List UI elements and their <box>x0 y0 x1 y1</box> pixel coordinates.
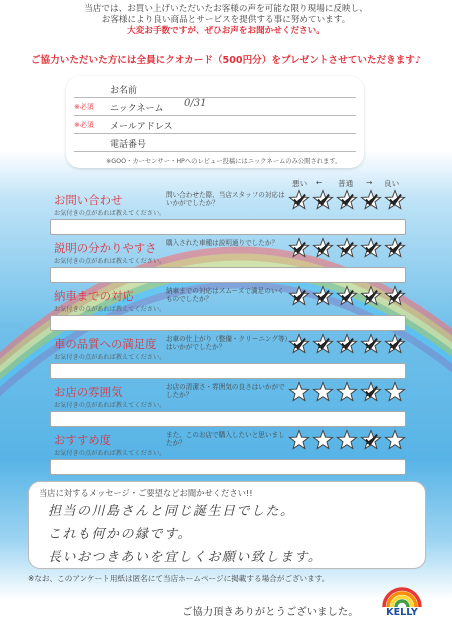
rating-star-4[interactable] <box>361 335 380 353</box>
rating-star-1[interactable] <box>289 335 308 353</box>
question-title: おすすめ度 <box>54 433 112 447</box>
star-rating[interactable] <box>288 429 406 451</box>
field-label: メールアドレス <box>110 122 173 132</box>
rating-star-3[interactable] <box>337 335 356 353</box>
question-title: 説明の分かりやすさ <box>54 241 157 255</box>
question-title: 納車までの対応 <box>54 289 134 303</box>
scale-arrow-right: → <box>366 178 373 187</box>
scale-bad: 悪い <box>292 179 308 188</box>
rating-star-2[interactable] <box>313 191 332 209</box>
rating-star-4[interactable] <box>361 383 380 401</box>
comment-field[interactable] <box>50 315 406 331</box>
intro-present-notice: ご協力いただいた方には全員にクオカード（500円分）をプレゼントさせていただきます♪ <box>30 55 422 66</box>
field-phone[interactable] <box>74 134 356 152</box>
field-nickname[interactable] <box>74 98 356 116</box>
comment-field[interactable] <box>50 411 406 427</box>
rating-star-5[interactable] <box>385 287 404 305</box>
field-label: ニックネーム <box>110 104 164 114</box>
rating-star-3[interactable] <box>337 191 356 209</box>
rating-star-3[interactable] <box>337 287 356 305</box>
field-label: お名前 <box>110 86 138 96</box>
personal-info-card <box>66 76 364 168</box>
rating-star-5[interactable] <box>385 383 404 401</box>
question-description: お車の仕上がり（整備・クリーニング等）はいかがでしたか？ <box>166 335 288 352</box>
star-rating[interactable] <box>288 285 406 307</box>
nickname-note: ※GOO・カーセンサー・HPへのレビュー投稿にはニックネームのみ公開されます。 <box>106 158 342 165</box>
question-title: 車の品質への満足度 <box>54 337 157 351</box>
handwritten-line-2: これも何かの縁です。 <box>48 527 192 542</box>
question-hint: お気付きの点があれば教えてください。 <box>54 210 166 217</box>
handwritten-line-3: 長いおつきあいを宜しくお願い致します。 <box>48 550 323 565</box>
comment-field[interactable] <box>50 363 406 379</box>
rating-star-5[interactable] <box>385 191 404 209</box>
rating-star-1[interactable] <box>289 287 308 305</box>
message-title: 当店に対するメッセージ・ご要望などお聞かせください!! <box>39 488 253 498</box>
comment-field[interactable] <box>50 219 406 235</box>
field-email[interactable] <box>74 116 356 134</box>
scale-normal: 普通 <box>338 179 354 188</box>
rating-star-3[interactable] <box>337 239 356 257</box>
intro-line-3: 大変お手数ですが、ぜひお声をお聞かせください。 <box>127 26 325 36</box>
handwritten-line-1: 担当の川島さんと同じ誕生日でした。 <box>48 504 295 519</box>
question-hint: お気付きの点があれば教えてください。 <box>54 354 166 361</box>
required-tag: ※必須 <box>74 103 94 111</box>
rating-star-2[interactable] <box>313 239 332 257</box>
question-description: お店の清潔さ・雰囲気の良さはいかがでしたか？ <box>166 383 285 400</box>
kelly-logo <box>378 583 426 619</box>
rating-star-3[interactable] <box>337 383 356 401</box>
rating-star-1[interactable] <box>289 191 308 209</box>
question-title: お店の雰囲気 <box>54 385 123 399</box>
rainbow-logo-icon <box>378 583 426 609</box>
rating-star-5[interactable] <box>385 239 404 257</box>
field-label: 電話番号 <box>110 140 147 150</box>
rating-star-4[interactable] <box>361 239 380 257</box>
question-description: 購入された車種は説明通りでしたか？ <box>166 239 279 247</box>
scale-good: 良い <box>384 179 400 188</box>
rating-star-4[interactable] <box>361 431 380 449</box>
intro-line-1: 当店では、お買い上げいただいたお客様の声を可能な限り現場に反映し、 <box>84 4 368 14</box>
comment-field[interactable] <box>50 459 406 475</box>
question-hint: お気付きの点があれば教えてください。 <box>54 450 166 457</box>
field-value: 0/31 <box>184 98 207 109</box>
rating-star-4[interactable] <box>361 287 380 305</box>
star-rating[interactable] <box>288 381 406 403</box>
rating-star-2[interactable] <box>313 335 332 353</box>
question-hint: お気付きの点があれば教えてください。 <box>54 306 166 313</box>
anonymity-notice: ※なお、このアンケート用紙は匿名にて当店ホームページに掲載する場合がございます。 <box>28 574 330 583</box>
rating-star-2[interactable] <box>313 431 332 449</box>
thanks-message: ご協力頂きありがとうございました。 <box>182 606 359 618</box>
question-title: お問い合わせ <box>54 193 123 207</box>
star-rating[interactable] <box>288 237 406 259</box>
question-hint: お気付きの点があれば教えてください。 <box>54 402 166 409</box>
rating-star-1[interactable] <box>289 431 308 449</box>
question-description: また、このお店で購入したいと思いましたか？ <box>166 431 285 448</box>
question-description: 納車までの対応はスムーズで満足のいくものでしたか？ <box>166 287 285 304</box>
comment-field[interactable] <box>50 267 406 283</box>
rating-star-4[interactable] <box>361 191 380 209</box>
rating-star-5[interactable] <box>385 335 404 353</box>
star-rating[interactable] <box>288 333 406 355</box>
scale-arrow-left: ← <box>316 178 323 187</box>
required-tag: ※必須 <box>74 121 94 129</box>
rating-star-5[interactable] <box>385 431 404 449</box>
star-rating[interactable] <box>288 189 406 211</box>
rating-star-3[interactable] <box>337 431 356 449</box>
rating-star-1[interactable] <box>289 383 308 401</box>
rating-star-1[interactable] <box>289 239 308 257</box>
question-hint: お気付きの点があれば教えてください。 <box>54 258 166 265</box>
intro-line-2: お客様により良い商品とサービスを提供する事に努めています。 <box>101 15 351 25</box>
rating-star-2[interactable] <box>313 287 332 305</box>
rating-star-2[interactable] <box>313 383 332 401</box>
field-name[interactable] <box>74 80 356 98</box>
question-description: 問い合わせた際、当店スタッフの対応はいかがでしたか？ <box>166 191 285 208</box>
logo-text: KELLY <box>386 607 418 618</box>
